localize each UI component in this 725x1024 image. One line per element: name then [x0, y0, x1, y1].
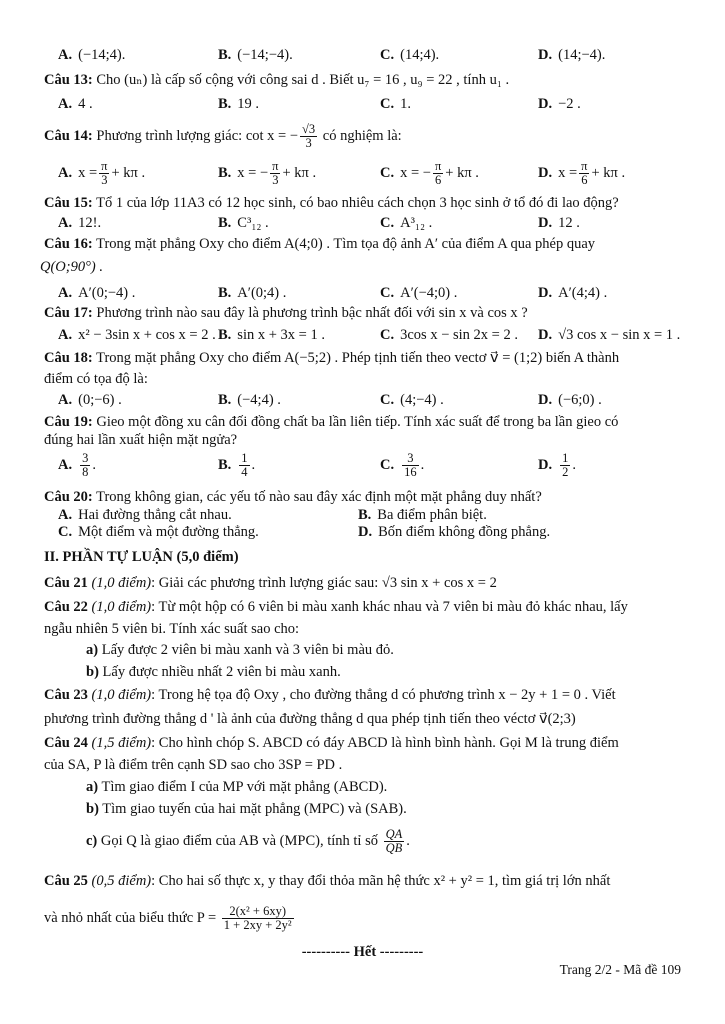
- q16-option-b: B. A′(0;4) .: [218, 285, 287, 301]
- q12-option-c: C. (14;4).: [380, 47, 440, 63]
- q18-stem: Câu 18: Trong mặt phẳng Oxy cho điểm A(−5;2) . Phép tịnh tiến theo vectơ v⃗ = (1;2) biến A thành: [44, 350, 620, 366]
- q17-stem: Câu 17: Phương trình nào sau đây là phương trình bậc nhất đối với sin x và cos x ?: [44, 305, 528, 321]
- q21: Câu 21 (1,0 điểm): Giải các phương trình lượng giác sau: √3 sin x + cos x = 2: [44, 575, 497, 591]
- q16-option-a: A. A′(0;−4) .: [58, 285, 136, 301]
- q19-stem-line2: đúng hai lần xuất hiện mặt ngửa?: [44, 432, 238, 448]
- q20-option-d: D. Bốn điểm không đồng phẳng.: [358, 524, 551, 540]
- q13-option-d: D. −2 .: [538, 96, 581, 112]
- q14-option-c: C. x = − $\frac{\pi}{6}$ + kπ .: [380, 159, 479, 187]
- q24-stem-line2: của SA, P là điểm trên cạnh SD sao cho 3SP = PD .: [44, 757, 343, 773]
- end-marker: ---------- Hết ---------: [301, 944, 424, 960]
- q22-part-a: a) Lấy được 2 viên bi màu xanh và 3 viên bi màu đỏ.: [86, 642, 394, 658]
- q18-options: [58, 390, 698, 412]
- q23-stem-line2: phương trình đường thẳng d ' là ảnh của đường thẳng d qua phép tịnh tiến theo véctơ v⃗(2;3): [44, 711, 576, 727]
- q16-option-d: D. A′(4;4) .: [538, 285, 608, 301]
- q16-stem-line2: Q(O;90°) .: [40, 259, 103, 275]
- q13-option-c: C. 1.: [380, 96, 411, 112]
- q19-option-c: C. $\frac{3}{16}$ .: [380, 451, 425, 479]
- q24-stem: Câu 24 (1,5 điểm): Cho hình chóp S. ABCD có đáy ABCD là hình bình hành. Gọi M là trung điểm: [44, 735, 619, 751]
- q14-options: [58, 160, 698, 190]
- q15-option-d: D. 12 .: [538, 215, 580, 231]
- q20-option-c: C. Một điểm và một đường thẳng.: [58, 524, 259, 540]
- q17-option-d: D. √3 cos x − sin x = 1 .: [538, 327, 681, 343]
- q24-part-b: b) Tìm giao tuyến của hai mặt phẳng (MPC) và (SAB).: [86, 801, 407, 817]
- q19-option-b: B. $\frac{1}{4}$ .: [218, 451, 256, 479]
- q14-fraction: $\frac{√3}{3}$: [302, 122, 316, 151]
- q18-stem-line2: điểm có tọa độ là:: [44, 371, 148, 387]
- q18-option-c: C. (4;−4) .: [380, 392, 444, 408]
- q16-option-c: C. A′(−4;0) .: [380, 285, 458, 301]
- q24-part-a: a) Tìm giao điểm I của MP với mặt phẳng (ABCD).: [86, 779, 388, 795]
- q19-option-a: A. $\frac{3}{8}$ .: [58, 451, 96, 479]
- q12-option-d: D. (14;−4).: [538, 47, 606, 63]
- q15-stem: Câu 15: Tổ 1 của lớp 11A3 có 12 học sinh, có bao nhiêu cách chọn 3 học sinh ở tổ đó đi lao động?: [44, 195, 619, 211]
- q12-option-a: A. (−14;4).: [58, 47, 126, 63]
- q17-option-b: B. sin x + 3x = 1 .: [218, 327, 325, 343]
- q19-option-d: D. $\frac{1}{2}$ .: [538, 451, 576, 479]
- page-number: Trang 2/2 - Mã đề 109: [559, 962, 681, 977]
- q25-stem: Câu 25 (0,5 điểm): Cho hai số thực x, y thay đổi thỏa mãn hệ thức x² + y² = 1, tìm giá trị lớn nhất: [44, 873, 611, 889]
- q14-option-b: B. x = − $\frac{\pi}{3}$ + kπ .: [218, 159, 317, 187]
- q20-options-row2: [58, 522, 698, 544]
- q19-options: [58, 452, 698, 486]
- q20-option-a: A. Hai đường thẳng cắt nhau.: [58, 507, 232, 523]
- q14-option-d: D. x = $\frac{\pi}{6}$ + kπ .: [538, 159, 626, 187]
- q15-options: [58, 213, 698, 235]
- q16-stem: Câu 16: Trong mặt phẳng Oxy cho điểm A(4;0) . Tìm tọa độ ảnh A′ của điểm A qua phép quay: [44, 236, 596, 252]
- q15-option-c: C. A³₁₂ .: [380, 215, 433, 231]
- q25-stem-line2: và nhỏ nhất của biểu thức P = $\frac{\text{2(x² + 6xy)}}{\text{1 + 2xy + 2y²}}$: [44, 904, 292, 933]
- q24-ratio: $\frac{QA}{QB}$: [385, 827, 403, 856]
- q15-option-a: A. 12!.: [58, 215, 102, 231]
- q14-option-a: A. x = $\frac{\pi}{3}$ + kπ .: [58, 159, 146, 187]
- section-heading: II. PHẦN TỰ LUẬN (5,0 điểm): [44, 549, 239, 565]
- q13-option-a: A. 4 .: [58, 96, 93, 112]
- q22-stem-line2: ngẫu nhiên 5 viên bi. Tính xác suất sao cho:: [44, 621, 300, 637]
- q24-part-c: c) Gọi Q là giao điểm của AB và (MPC), tính tỉ số $\frac{QA}{QB}$ .: [86, 827, 410, 856]
- q22-stem: Câu 22 (1,0 điểm): Từ một hộp có 6 viên bi màu xanh khác nhau và 7 viên bi màu đỏ khác nhau, lấy: [44, 599, 628, 615]
- q20-option-b: B. Ba điểm phân biệt.: [358, 507, 487, 523]
- q14-stem: Câu 14: Phương trình lượng giác: cot x = − $\frac{√3}{3}$ có nghiệm là:: [44, 122, 402, 151]
- q19-stem: Câu 19: Gieo một đồng xu cân đối đồng chất ba lần liên tiếp. Tính xác suất để trong ba lần gieo có: [44, 414, 619, 430]
- q22-part-b: b) Lấy được nhiều nhất 2 viên bi màu xanh.: [86, 664, 341, 680]
- q13-options: [58, 94, 698, 116]
- q18-option-a: A. (0;−6) .: [58, 392, 122, 408]
- q13-option-b: B. 19 .: [218, 96, 260, 112]
- q20-stem: Câu 20: Trong không gian, các yếu tố nào sau đây xác định một mặt phẳng duy nhất?: [44, 489, 542, 505]
- q18-option-b: B. (−4;4) .: [218, 392, 281, 408]
- q12-options: [58, 45, 698, 67]
- q16-options: [58, 283, 698, 305]
- q17-option-c: C. 3cos x − sin 2x = 2 .: [380, 327, 518, 343]
- q23-stem: Câu 23 (1,0 điểm): Trong hệ tọa độ Oxy , cho đường thẳng d có phương trình x − 2y + 1 = 0 . Viết: [44, 687, 616, 703]
- q25-expression: $\frac{\text{2(x² + 6xy)}}{\text{1 + 2xy + 2y²}}$: [223, 904, 292, 933]
- q17-options: [58, 325, 698, 347]
- q15-option-b: B. C³₁₂ .: [218, 215, 269, 231]
- q17-option-a: A. x² − 3sin x + cos x = 2 .: [58, 327, 216, 343]
- q13-stem: Câu 13: Cho (uₙ) là cấp số cộng với công sai d . Biết u₇ = 16 , u₉ = 22 , tính u₁ .: [44, 72, 510, 88]
- q12-option-b: B. (−14;−4).: [218, 47, 293, 63]
- q18-option-d: D. (−6;0) .: [538, 392, 602, 408]
